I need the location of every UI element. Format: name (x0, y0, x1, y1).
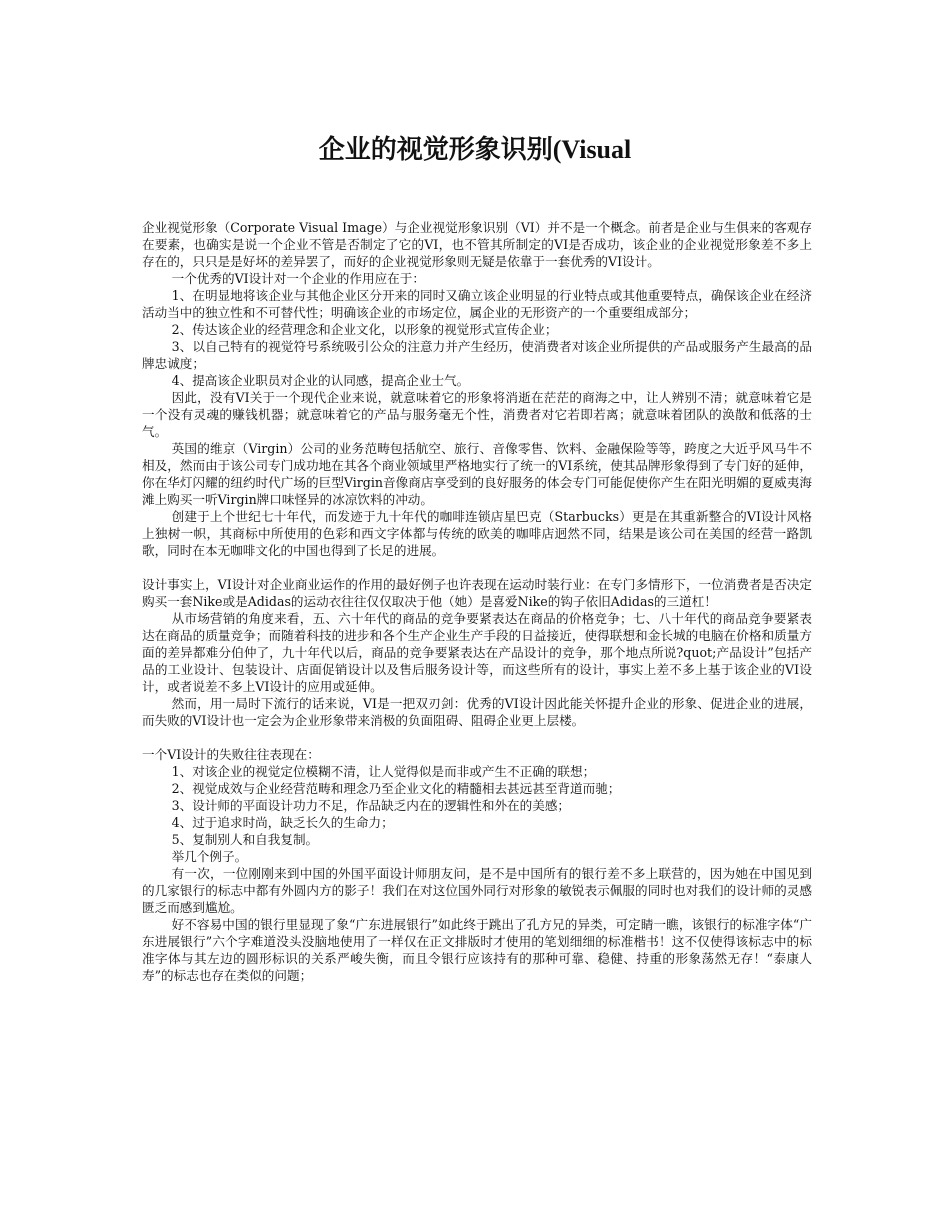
paragraph: 4、过于追求时尚，缺乏长久的生命力； (171, 815, 394, 830)
paragraph: 1、对该企业的视觉定位模糊不清，让人觉得似是而非或产生不正确的联想； (171, 764, 596, 779)
paragraph: 2、视觉成效与企业经营范畴和理念乃至企业文化的精髓相去甚远甚至背道而驰； (171, 781, 621, 796)
paragraph: 一个优秀的VI设计对一个企业的作用应在于： (171, 271, 425, 286)
paragraph: 举几个例子。 (171, 849, 248, 864)
paragraph: 3、设计师的平面设计功力不足，作品缺乏内在的逻辑性和外在的美感； (171, 798, 571, 813)
paragraph: 设计事实上，VI设计对企业商业运作的作用的最好例子也许表现在运动时装行业：在专门多情形下，一位消费者是否决定购买一套Nike或是Adidas的运动衣往往仅仅取决于他（她）是喜爱Nike的钩子依旧Adidas的三道杠！ (142, 577, 812, 609)
paragraph: 然而，用一局时下流行的话来说，VI是一把双刃剑：优秀的VI设计因此能关怀提升企业的形象、促进企业的进展，而失败的VI设计也一定会为企业形象带来消极的负面阻碍、阻碍企业更上层楼。 (142, 696, 812, 728)
paragraph: 英国的维京（Virgin）公司的业务范畴包括航空、旅行、音像零售、饮料、金融保险等等，跨度之大近乎风马牛不相及，然而由于该公司专门成功地在其各个商业领域里严格地实行了统一的VI系统，使其品牌形象得到了专门好的延伸，你在华灯闪耀的纽约时代广场的巨型Virgin音像商店享受到的良好服务的体会专门可能促使你产生在阳光明媚的夏威夷海滩上购买一听Virgin牌口味怪异的冰凉饮料的冲动。 (142, 441, 812, 507)
paragraph: 创建于上个世纪七十年代，而发迹于九十年代的咖啡连锁店星巴克（Starbucks）更是在其重新整合的VI设计风格上独树一帜，其商标中所使用的色彩和西文字体都与传统的欧美的咖啡店迥然不同，结果是该公司在美国的经营一路凯歌，同时在本无咖啡文化的中国也得到了长足的进展。 (142, 509, 812, 558)
paragraph: 一个VI设计的失败往往表现在： (142, 747, 320, 762)
paragraph: 1、在明显地将该企业与其他企业区分开来的同时又确立该企业明显的行业特点或其他重要特点，确保该企业在经济活动当中的独立性和不可替代性；明确该企业的市场定位，属企业的无形资产的一个重要组成部分； (142, 288, 812, 320)
paragraph: 因此，没有VI关于一个现代企业来说，就意味着它的形象将消逝在茫茫的商海之中，让人辨别不清；就意味着它是一个没有灵魂的赚钱机器；就意味着它的产品与服务毫无个性，消费者对它若即若离；就意味着团队的涣散和低落的士气。 (142, 390, 812, 439)
paragraph: 3、以自己特有的视觉符号系统吸引公众的注意力并产生经历，使消费者对该企业所提供的产品或服务产生最高的品牌忠诚度； (142, 339, 812, 371)
paragraph: 有一次，一位刚刚来到中国的外国平面设计师朋友问，是不是中国所有的银行差不多上联营的，因为她在中国见到的几家银行的标志中都有外圆内方的影子！我们在对这位国外同行对形象的敏锐表示佩服的同时也对我们的设计师的灵感匮乏而感到尴尬。 (142, 866, 812, 915)
paragraph: 2、传达该企业的经营理念和企业文化，以形象的视觉形式宣传企业； (171, 322, 558, 337)
paragraph: 4、提高该企业职员对企业的认同感，提高企业士气。 (171, 373, 470, 388)
paragraph: 好不容易中国的银行里显现了象“广东进展银行”如此终于跳出了孔方兄的异类，可定睛一瞧，该银行的标准字体“广东进展银行”六个字难道没头没脑地使用了一样仅在正文排版时才使用的笔划细细的标准楷书！这不仅使得该标志中的标准字体与其左边的圆形标识的关系严峻失衡，而且令银行应该持有的那种可靠、稳健、持重的形象荡然无存！“泰康人寿”的标志也存在类似的问题； (142, 917, 812, 983)
document-body (142, 219, 812, 984)
paragraph: 企业视觉形象（Corporate Visual Image）与企业视觉形象识别（VI）并不是一个概念。前者是企业与生俱来的客观存在要素，也确实是说一个企业不管是否制定了它的VI，也不管其所制定的VI是否成功，该企业的企业视觉形象差不多上存在的，只只是是好坏的差异罢了，而好的企业视觉形象则无疑是依靠于一套优秀的VI设计。 (142, 220, 812, 269)
paragraph: 5、复制别人和自我复制。 (171, 832, 319, 847)
paragraph: 从市场营销的角度来看，五、六十年代的商品的竞争要紧表达在商品的价格竞争；七、八十年代的商品竞争要紧表达在商品的质量竞争；而随着科技的进步和各个生产企业生产手段的日益接近，使得联想和金长城的电脑在价格和质量方面的差异都难分伯仲了，九十年代以后，商品的竞争要紧表达在产品设计的竞争，那个地点所说?quot;产品设计”包括产品的工业设计、包装设计、店面促销设计以及售后服务设计等，而这些所有的设计，事实上差不多上基于该企业的VI设计，或者说差不多上VI设计的应用或延伸。 (142, 611, 812, 694)
document-title: 企业的视觉形象识别(Visual (318, 135, 632, 164)
